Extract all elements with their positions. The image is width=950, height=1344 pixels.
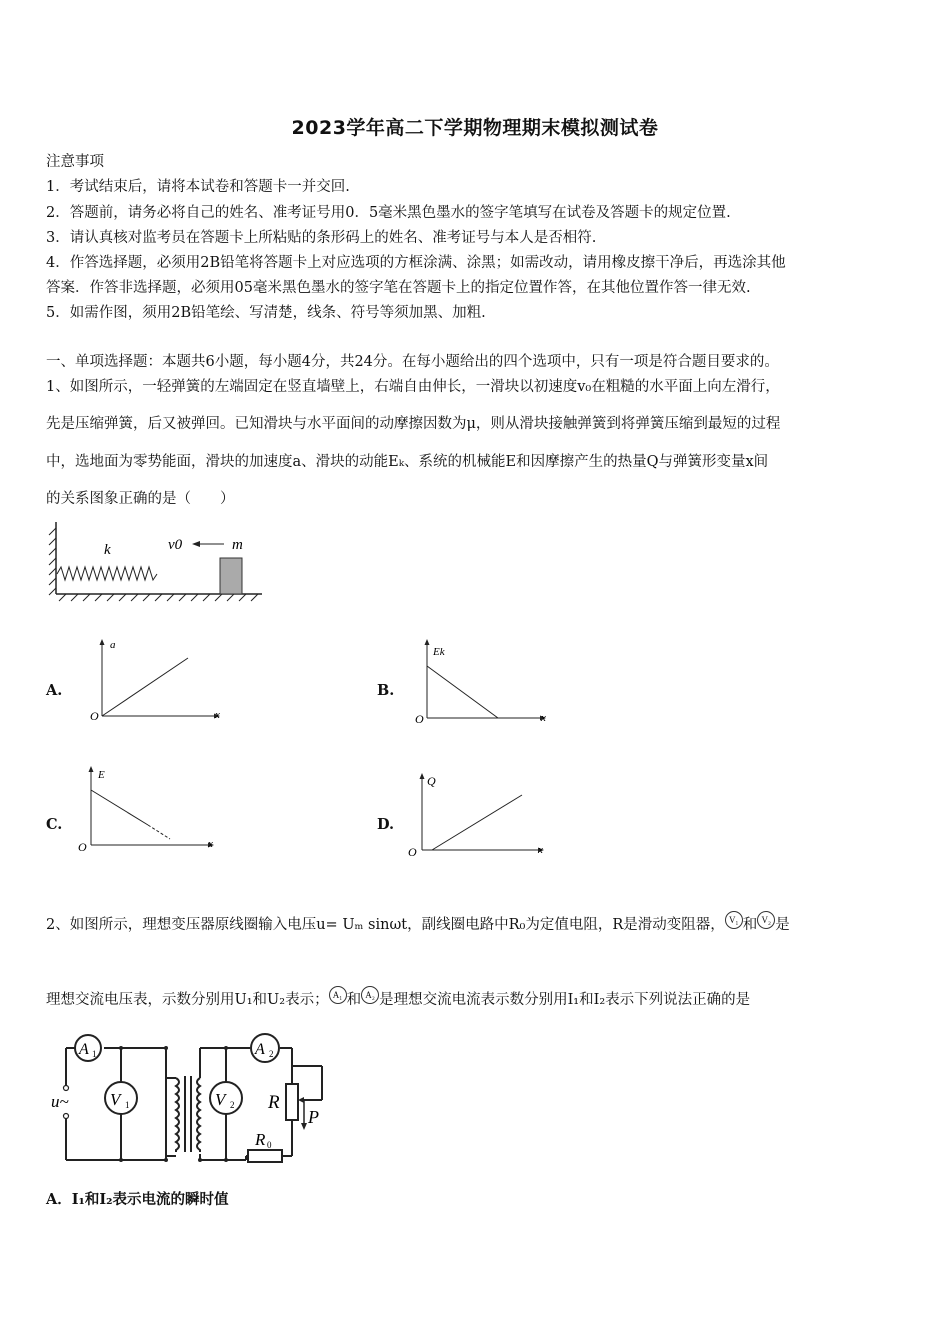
source-label: u~	[51, 1092, 69, 1111]
ammeter-a2-icon: A₂	[361, 986, 379, 1004]
origin-label: O	[90, 709, 99, 723]
notice-item: 5．如需作图，须用2B铅笔绘、写清楚，线条、符号等须加黑、加粗.	[46, 305, 486, 321]
svg-text:0: 0	[267, 1140, 272, 1150]
graph-line	[91, 790, 148, 825]
spring-block-figure	[46, 518, 268, 606]
page-title: 2023学年高二下学期物理期末模拟测试卷	[291, 117, 659, 139]
rheostat-r	[286, 1084, 298, 1120]
voltmeter-v1-icon: V₁	[725, 911, 743, 929]
origin-label: O	[408, 845, 417, 859]
x-axis-label: x	[215, 709, 220, 721]
resistor-r0	[248, 1150, 282, 1162]
graph-line	[432, 795, 522, 850]
notice-item: 1．考试结束后，请将本试卷和答题卡一并交回.	[46, 179, 350, 195]
x-axis-label: x	[538, 844, 543, 856]
svg-text:1: 1	[92, 1049, 97, 1059]
svg-text:V: V	[215, 1090, 226, 1109]
option-d-letter[interactable]: D.	[377, 816, 395, 833]
question-1-line: 的关系图象正确的是（ ）	[46, 491, 235, 507]
transformer-circuit-figure	[46, 1030, 336, 1168]
question-2-line: 2、如图所示，理想变压器原线圈输入电压u= Uₘ sinωt，副线圈电路中R₀为定值电阻，R是滑动变阻器， V₁ 和 V₂ 是	[46, 911, 790, 935]
graph-line	[102, 658, 188, 716]
option-a-letter[interactable]: A.	[46, 682, 63, 699]
graph-line-dashed	[148, 825, 170, 839]
notice-item: 答案．作答非选择题，必须用05毫米黑色墨水的签字笔在答题卡上的指定位置作答，在其他位置作答一律无效.	[46, 280, 751, 296]
voltmeter-v2-icon: V₂	[757, 911, 775, 929]
section-heading: 一、单项选择题：本题共6小题，每小题4分，共24分。在每小题给出的四个选项中，只有一项是符合题目要求的。	[46, 354, 779, 370]
spring	[57, 567, 157, 580]
slider-label: P	[308, 1107, 319, 1127]
notice-heading: 注意事项	[46, 154, 104, 170]
x-axis-label: x	[541, 712, 546, 724]
question-1-line: 先是压缩弹簧，后又被弹回。已知滑块与水平面间的动摩擦因数为μ，则从滑块接触弹簧到将弹簧压缩到最短的过程	[46, 416, 781, 432]
question-1-line: 中，选地面为零势能面，滑块的加速度a、滑块的动能Eₖ、系统的机械能E和因摩擦产生的热量Q与弹簧形变量x间	[46, 454, 769, 470]
y-axis-label: Q	[427, 774, 436, 788]
svg-text:2: 2	[269, 1049, 274, 1059]
svg-text:A: A	[79, 1041, 89, 1058]
rheostat-label: R	[268, 1092, 280, 1113]
svg-text:A: A	[255, 1041, 265, 1058]
mass-label: m	[232, 537, 243, 553]
notice-item: 2．答题前，请务必将自己的姓名、准考证号用0．5毫米黑色墨水的签字笔填写在试卷及答题卡的规定位置.	[46, 205, 731, 221]
y-axis-label: a	[110, 639, 116, 651]
sliding-block	[220, 558, 242, 594]
notice-item: 4．作答选择题，必须用2B铅笔将答题卡上对应选项的方框涂满、涂黑；如需改动，请用橡皮擦干净后，再选涂其他	[46, 255, 786, 271]
option-d-graph	[404, 768, 554, 864]
question-1-line: 1、如图所示，一轻弹簧的左端固定在竖直墙壁上，右端自由伸长，一滑块以初速度v₀在粗糙的水平面上向左滑行，	[46, 379, 780, 395]
origin-label: O	[78, 840, 87, 854]
option-c-letter[interactable]: C.	[46, 816, 63, 833]
ammeter-a1-icon: A₁	[329, 986, 347, 1004]
velocity-label: v0	[168, 537, 183, 553]
option-a-graph	[84, 634, 224, 730]
svg-text:V: V	[110, 1090, 121, 1109]
y-axis-label: E	[98, 769, 105, 781]
svg-text:1: 1	[125, 1100, 130, 1110]
option-b-graph	[410, 634, 550, 730]
svg-text:R: R	[255, 1130, 266, 1149]
question-2-line: 理想交流电压表，示数分别用U₁和U₂表示； A₁ 和 A₂ 是理想交流电流表示数分别用I₁和I₂表示下列说法正确的是	[46, 986, 750, 1010]
notice-item: 3．请认真核对监考员在答题卡上所粘贴的条形码上的姓名、准考证号与本人是否相符.	[46, 230, 597, 246]
svg-text:2: 2	[230, 1100, 235, 1110]
option-c-graph	[72, 763, 222, 861]
question-2-option-a[interactable]: A．I₁和I₂表示电流的瞬时值	[46, 1191, 229, 1208]
x-axis-label: x	[208, 838, 213, 850]
option-b-letter[interactable]: B.	[377, 682, 395, 699]
spring-constant-label: k	[104, 542, 111, 558]
graph-line	[427, 666, 498, 718]
origin-label: O	[415, 712, 424, 726]
y-axis-label: Ek	[433, 646, 445, 658]
